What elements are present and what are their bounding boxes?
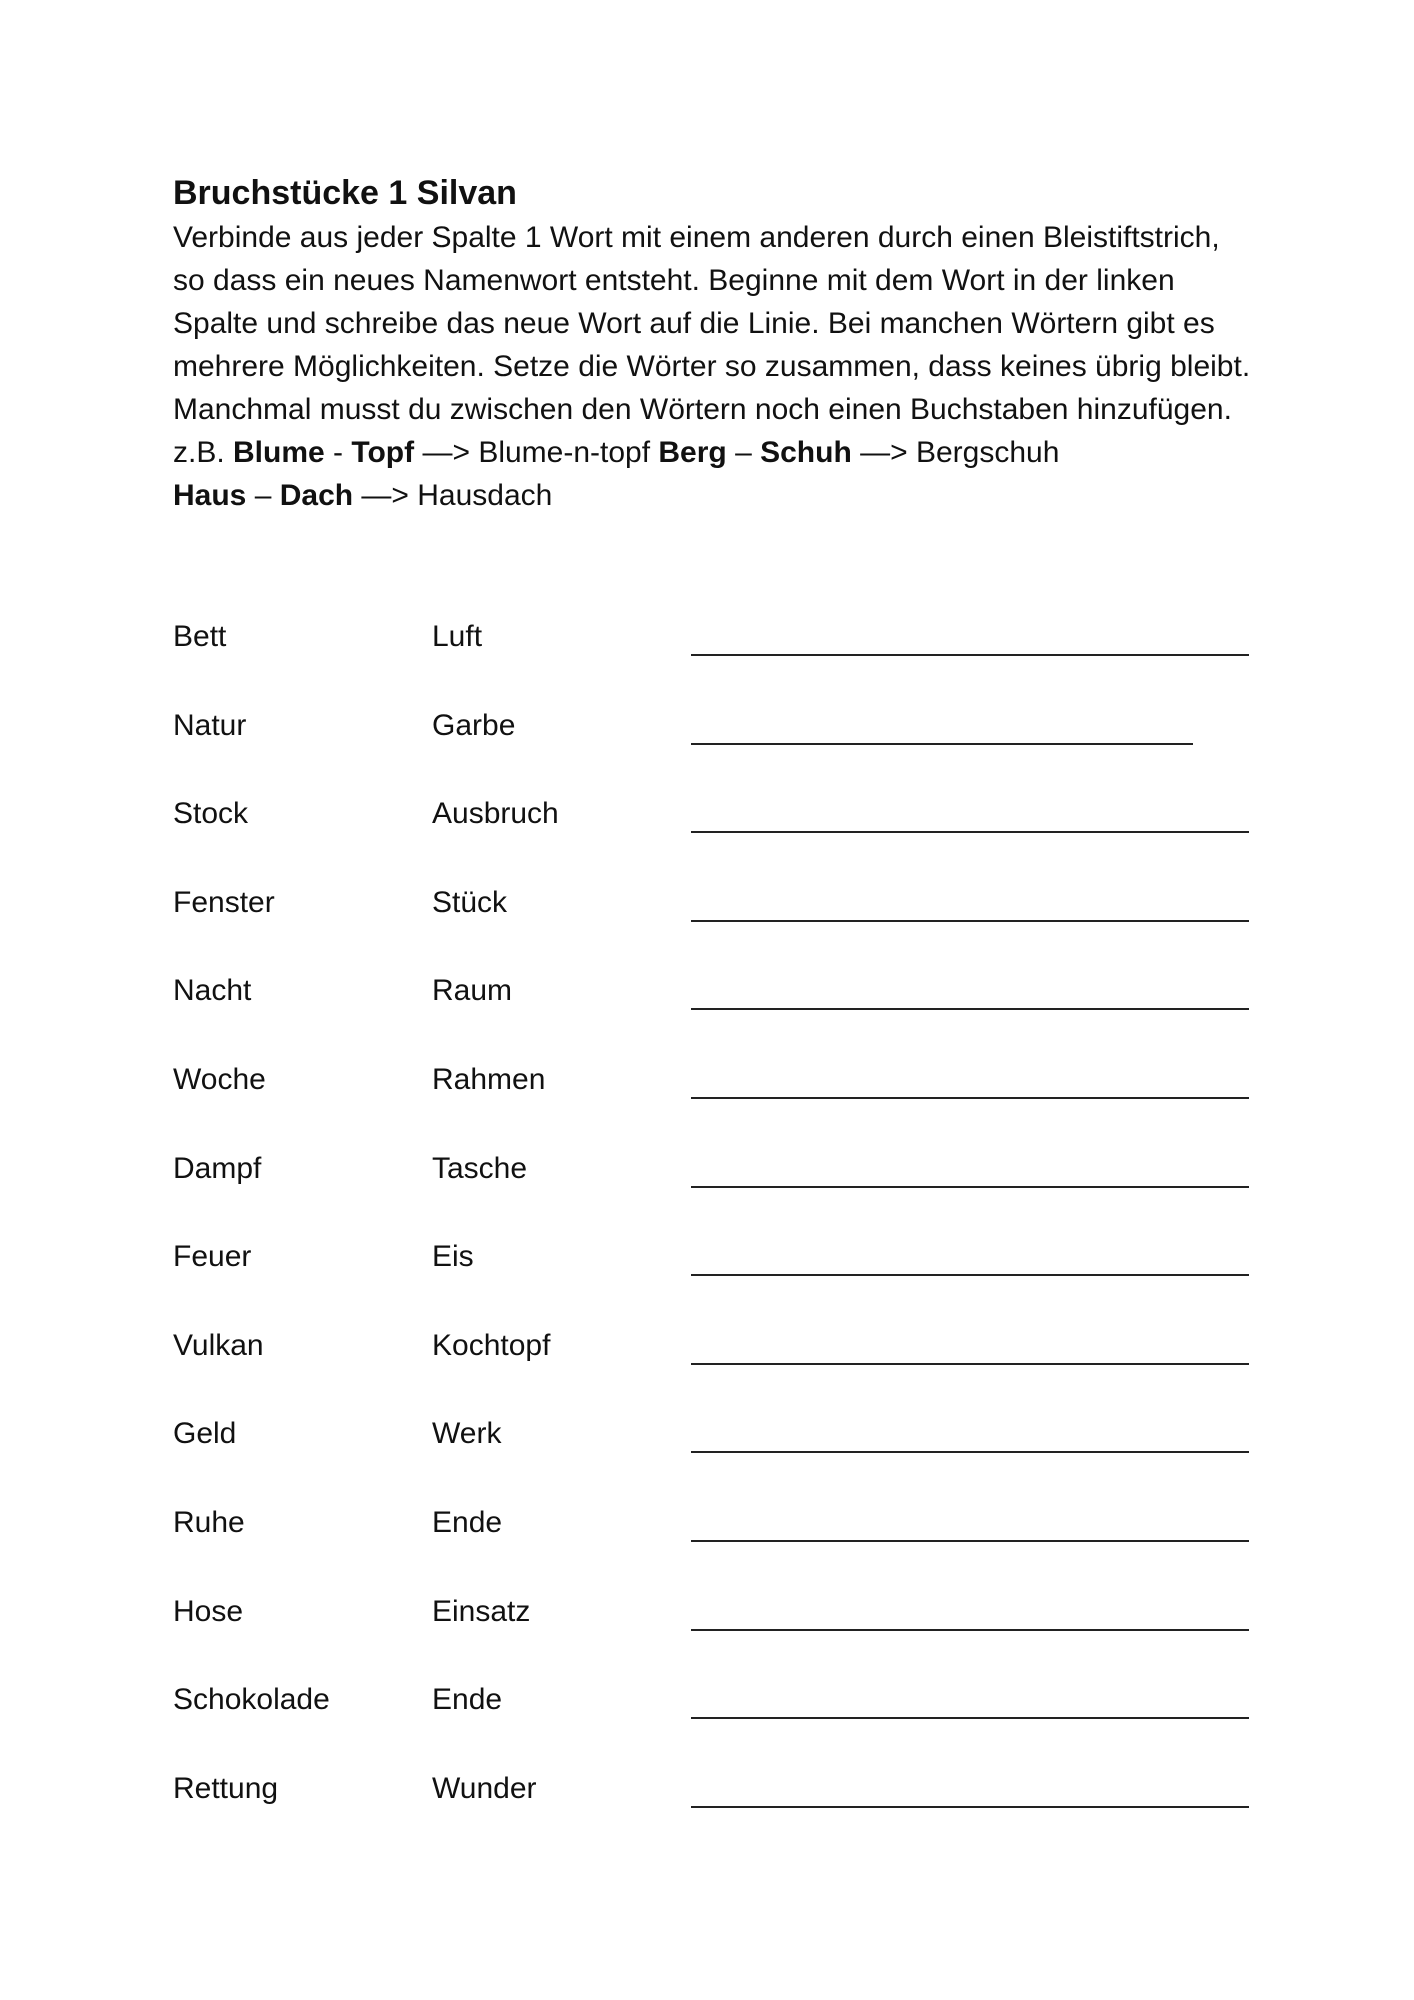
word-pair-row <box>173 1235 1253 1324</box>
left-word: Ruhe <box>173 1505 245 1539</box>
word-pair-row <box>173 1324 1253 1413</box>
left-word: Hose <box>173 1594 244 1628</box>
example-3-result: —> Hausdach <box>353 479 553 512</box>
left-word: Dampf <box>173 1151 262 1185</box>
right-word: Raum <box>432 974 513 1008</box>
word-pair-row <box>173 1590 1253 1679</box>
left-word: Feuer <box>173 1240 252 1274</box>
left-word: Bett <box>173 620 227 653</box>
left-word: Geld <box>173 1417 237 1451</box>
left-word: Nacht <box>173 974 252 1008</box>
worksheet-title: Bruchstücke 1 Silvan <box>173 174 517 212</box>
examples-block <box>173 431 1253 517</box>
answer-line[interactable] <box>691 920 1249 922</box>
right-word: Garbe <box>432 708 516 742</box>
example-2-result: —> Bergschuh <box>851 436 1060 469</box>
answer-line[interactable] <box>691 1097 1249 1099</box>
right-word: Kochtopf <box>432 1328 551 1362</box>
example-2-word-b: Schuh <box>760 436 852 469</box>
right-word: Ende <box>432 1505 503 1539</box>
word-pair-row <box>173 1678 1253 1767</box>
example-1-word-b: Topf <box>351 436 415 469</box>
left-word: Stock <box>173 797 249 831</box>
answer-line[interactable] <box>691 743 1193 745</box>
left-word: Natur <box>173 708 247 742</box>
example-2-word-a: Berg <box>658 436 727 469</box>
word-pair-row <box>173 881 1253 970</box>
examples-line-2 <box>173 474 1253 517</box>
word-pair-row <box>173 792 1253 881</box>
examples-prefix: z.B. <box>173 436 234 469</box>
example-1-separator: - <box>324 436 352 469</box>
left-word: Fenster <box>173 885 275 919</box>
worksheet-page <box>173 170 1253 1805</box>
answer-line[interactable] <box>691 831 1249 833</box>
answer-line[interactable] <box>691 1717 1249 1719</box>
right-word: Einsatz <box>432 1594 531 1628</box>
example-2-separator: – <box>726 436 761 469</box>
left-word: Woche <box>173 1062 266 1096</box>
word-pair-row <box>173 1767 1253 1856</box>
word-pair-row <box>173 1147 1253 1236</box>
answer-line[interactable] <box>691 1540 1249 1542</box>
word-pair-row <box>173 615 1253 704</box>
right-word: Luft <box>432 620 483 653</box>
example-3-word-a: Haus <box>173 479 247 512</box>
answer-line[interactable] <box>691 1363 1249 1365</box>
right-word: Tasche <box>432 1151 528 1185</box>
answer-line[interactable] <box>691 1186 1249 1188</box>
example-1-result: —> Blume-n-topf <box>414 436 659 469</box>
example-1-word-a: Blume <box>233 436 325 469</box>
right-word: Eis <box>432 1240 474 1274</box>
word-pairs-list <box>173 615 1253 1855</box>
word-pair-row <box>173 1501 1253 1590</box>
right-word: Rahmen <box>432 1062 546 1096</box>
right-word: Wunder <box>432 1771 537 1805</box>
left-word: Vulkan <box>173 1328 264 1362</box>
right-word: Werk <box>432 1417 502 1451</box>
word-pair-row <box>173 1412 1253 1501</box>
example-3-word-b: Dach <box>279 479 354 512</box>
word-pair-row <box>173 704 1253 793</box>
right-word: Stück <box>432 885 508 919</box>
examples-line-1 <box>173 431 1253 474</box>
instructions-text: Verbinde aus jeder Spalte 1 Wort mit einem anderen durch einen Bleistiftstrich, so dass ein neues Namenwort entsteht. Beginne mit dem Wort in der linken Spalte und schreibe das neue Wort auf die Linie. Bei manchen Wörtern gibt es mehrere Möglichkeiten. Setze die Wörter so zusammen, dass keines übrig bleibt. Manchmal musst du zwischen den Wörtern noch einen Buchstaben hinzufügen. <box>173 221 1251 426</box>
answer-line[interactable] <box>691 654 1249 656</box>
answer-line[interactable] <box>691 1008 1249 1010</box>
right-word: Ausbruch <box>432 797 559 831</box>
answer-line[interactable] <box>691 1629 1249 1631</box>
example-3-separator: – <box>246 479 280 512</box>
word-pair-row <box>173 969 1253 1058</box>
answer-line[interactable] <box>691 1274 1249 1276</box>
answer-line[interactable] <box>691 1806 1249 1808</box>
left-word: Schokolade <box>173 1683 330 1717</box>
word-pair-row <box>173 1058 1253 1147</box>
left-word: Rettung <box>173 1771 279 1805</box>
answer-line[interactable] <box>691 1451 1249 1453</box>
right-word: Ende <box>432 1683 503 1717</box>
